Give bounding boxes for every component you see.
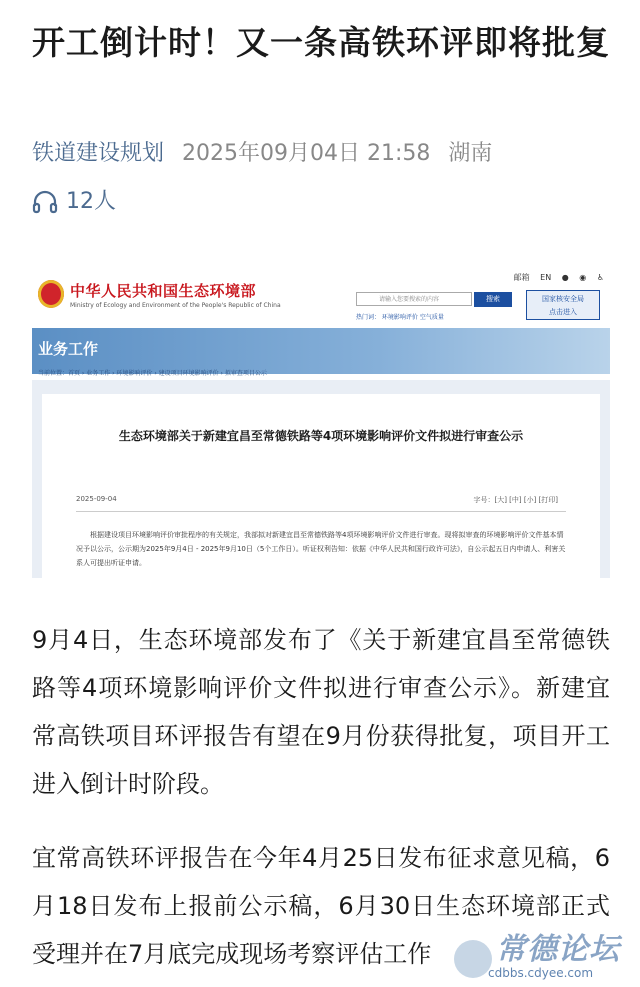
- article-paragraph: 宜常高铁环评报告在今年4月25日发布征求意见稿，6月18日发布上报前公示稿，6月30日生态环境部正式受理并在7月底完成现场考察评估工作: [32, 844, 610, 968]
- watermark-url: cdbbs.cdyee.com: [488, 966, 594, 980]
- search-input: 请输入您要搜索的内容: [356, 292, 472, 306]
- document-date: 2025-09-04: [76, 495, 117, 503]
- article-meta: [32, 138, 492, 170]
- listen-count: 12人: [66, 189, 116, 214]
- top-links: [506, 272, 604, 283]
- document-body: 根据建设项目环境影响评价审批程序的有关规定，我部拟对新建宜昌至常德铁路等4项环境影响评价文件进行审查。现将拟审查的环境影响评价文件基本情况予以公示，公示期为2025年9月4日 - 2025年9月10日（5个工作日）。听证权利告知：依据《中华人民共和国行政许可法》，自公示起五日内申请人、利害关系人可提出听证申请。: [76, 531, 566, 567]
- listen-button[interactable]: [32, 186, 116, 218]
- article-title: 开工倒计时！又一条高铁环评即将批复: [32, 23, 610, 62]
- article-paragraph: 9月4日，生态环境部发布了《关于新建宜昌至常德铁路等4项环境影响评价文件拟进行审查公示》。新建宜常高铁项目环评报告有望在9月份获得批复，项目开工进入倒计时阶段。: [32, 626, 610, 798]
- document-tools: 字号：[大] [中] [小] [打印]: [473, 496, 558, 504]
- nsa-link: [526, 290, 600, 320]
- ministry-header: [32, 266, 610, 328]
- ministry-name-en: Ministry of Ecology and Environment of the People's Republic of China: [70, 302, 281, 309]
- mail-link: 邮箱: [513, 273, 530, 282]
- wechat-icon: ●: [561, 273, 569, 282]
- weibo-icon: ◉: [579, 273, 587, 282]
- breadcrumb: 当前位置：首页 › 业务工作 › 环境影响评价 › 建设项目环境影响评价 › 拟审查项目公示: [38, 370, 267, 377]
- document-title: 生态环境部关于新建宜昌至常德铁路等4项环境影响评价文件拟进行审查公示: [118, 429, 524, 443]
- english-link: EN: [540, 273, 552, 282]
- search-button: 搜索: [474, 292, 512, 307]
- national-emblem-icon: [38, 280, 64, 308]
- divider: [76, 511, 566, 512]
- accessibility-icon: ♿: [596, 273, 604, 282]
- banner-title: 业务工作: [38, 340, 99, 358]
- publish-location: 湖南: [448, 141, 493, 166]
- watermark-logo-icon: [454, 940, 492, 978]
- author-link[interactable]: 铁道建设规划: [32, 141, 165, 166]
- headphones-icon: [32, 190, 58, 214]
- nsa-enter: 点击进入: [549, 308, 577, 316]
- article-screenshot: [32, 266, 610, 578]
- ministry-name: 中华人民共和国生态环境部: [70, 282, 257, 300]
- site-watermark: [450, 922, 636, 984]
- publish-datetime: 2025年09月04日 21:58: [182, 141, 431, 166]
- nsa-label: 国家核安全局: [542, 295, 584, 303]
- hot-words: 热门词： 环境影响评价 空气质量: [356, 314, 444, 321]
- watermark-text: 常德论坛: [496, 932, 620, 967]
